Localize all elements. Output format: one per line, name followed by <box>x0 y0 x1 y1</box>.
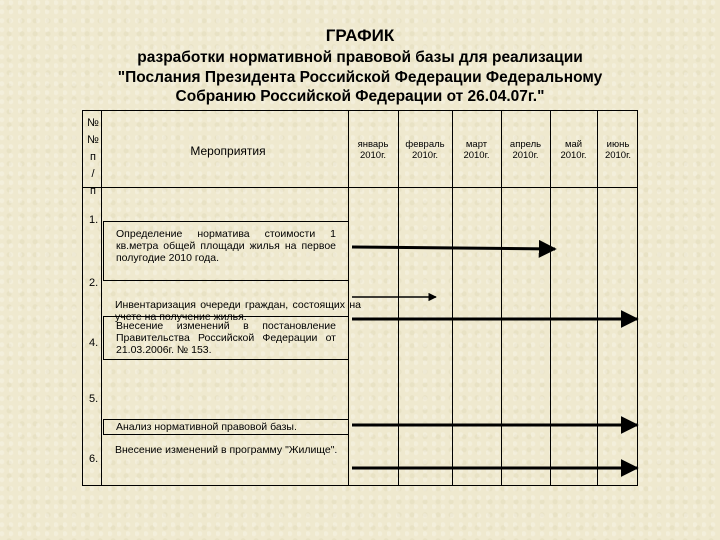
month-february <box>398 139 452 161</box>
chart-title: ГРАФИК <box>325 26 395 45</box>
grid-line <box>501 111 502 485</box>
measure-analysis: Анализ нормативной правовой базы. <box>103 419 349 435</box>
header-no-5: п <box>90 185 96 197</box>
month-january <box>348 139 398 161</box>
header-no-2: № <box>87 134 99 146</box>
grid-line <box>101 111 102 485</box>
schedule-table <box>82 110 638 486</box>
row-number-1: 1. <box>89 214 99 226</box>
month-may <box>550 139 597 161</box>
month-year: 2010г. <box>560 150 587 161</box>
chart-subtitle-line-2: "Послания Президента Российской Федерации Федеральному <box>117 69 603 86</box>
month-april <box>501 139 550 161</box>
month-name: январь <box>357 139 389 150</box>
header-measures: Мероприятия <box>190 144 266 158</box>
month-year: 2010г. <box>463 150 490 161</box>
header-no-4: / <box>91 168 95 180</box>
month-year: 2010г. <box>359 150 387 161</box>
header-no-3: п <box>90 151 96 163</box>
month-name: июнь <box>606 139 630 150</box>
measure-2: Инвентаризация очереди граждан, состоящих на учете на получение жилья. <box>115 299 361 323</box>
month-year: 2010г. <box>512 150 539 161</box>
month-year: 2010г. <box>411 150 439 161</box>
measure-3: Внесение изменений в постановление Правительства Российской Федерации от 21.03.2006г. № 153. <box>103 316 349 360</box>
row-number-4: 4. <box>89 337 99 349</box>
row-number-5: 5. <box>89 393 99 405</box>
month-name: февраль <box>405 139 445 150</box>
row-number-6: 6. <box>89 453 99 465</box>
grid-line <box>398 111 399 485</box>
month-name: апрель <box>509 139 542 150</box>
measure-6: Внесение изменений в программу "Жилище". <box>115 444 338 456</box>
header-row-number <box>85 115 101 200</box>
grid-line <box>452 111 453 485</box>
chart-subtitle-line-3: Собранию Российской Федерации от 26.04.07г." <box>175 88 545 105</box>
header-divider <box>83 187 637 188</box>
month-march <box>452 139 501 161</box>
month-name: март <box>465 139 488 150</box>
chart-subtitle-line-1: разработки нормативной правовой базы для реализации <box>137 49 583 66</box>
month-june <box>597 139 639 161</box>
month-year: 2010г. <box>604 150 632 161</box>
measure-1: Определение норматива стоимости 1 кв.метра общей площади жилья на первое полугодие 2010 года. <box>103 221 349 281</box>
header-no-1: № <box>87 117 99 129</box>
grid-line <box>597 111 598 485</box>
row-number-2: 2. <box>89 277 99 289</box>
month-name: май <box>564 139 583 150</box>
grid-line <box>550 111 551 485</box>
